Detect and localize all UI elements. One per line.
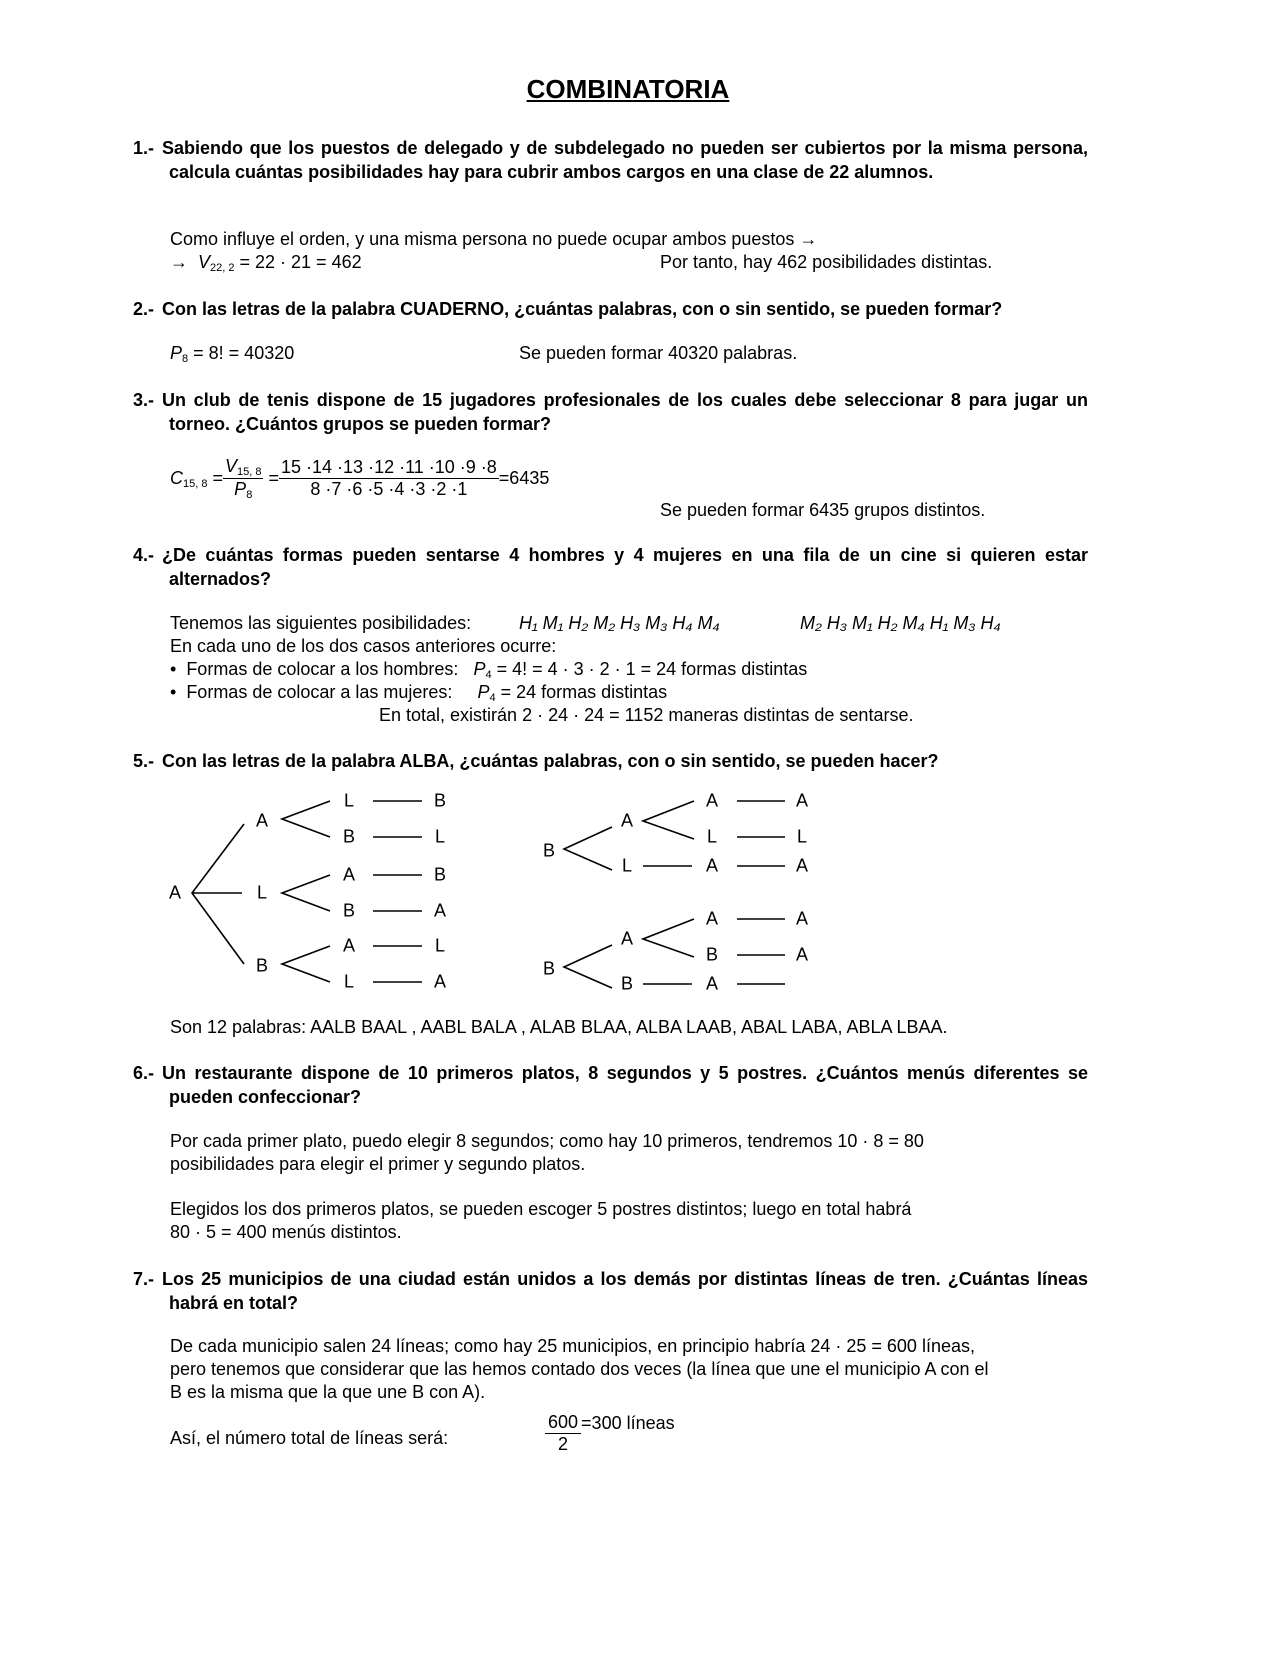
- tree-node: A: [705, 908, 719, 929]
- tree-node: B: [342, 900, 356, 921]
- tree-node: B: [542, 840, 556, 861]
- tree-node: L: [343, 971, 355, 992]
- tree-node: B: [342, 826, 356, 847]
- problem-7-answer-line3: B es la misma que la que une B con A).: [170, 1382, 486, 1402]
- tree-node: L: [256, 882, 268, 903]
- tree-node: B: [433, 790, 447, 811]
- problem-7-question: 7.- Los 25 municipios de una ciudad están unidos a los demás por distintas líneas de tren. ¿Cuántas líneas habrá en total?: [133, 1269, 1088, 1313]
- tree-node: A: [795, 944, 809, 965]
- problem-7-answer-line1: De cada municipio salen 24 líneas; como hay 25 municipios, en principio habría 24 · 25 = 600 líneas,: [170, 1336, 975, 1356]
- problem-4-sequence-1: H₁ M₁ H₂ M₂ H₃ M₃ H₄ M₄: [519, 613, 720, 633]
- problem-3-formula: $C_{15, 8}$ = $\frac{V_{15, 8}}{P_8}$ = $\frac{15 \cdot 14 \cdot 13 \cdot 12 \cdot 11 \cdot 10 \cdot 9 \cdot 8}{8 \cdot 7 \cdot 6 \cdot 5 \cdot 4 \cdot 3 \cdot 2 \cdot 1}$ =6435: [170, 456, 550, 501]
- problem-4-bullet-2: • Formas de colocar a las mujeres: $P_4 = 24$ formas distintas: [170, 682, 668, 704]
- tree-node: L: [796, 826, 808, 847]
- problem-2-question: 2.- Con las letras de la palabra CUADERNO, ¿cuántas palabras, con o sin sentido, se pueden formar?: [133, 299, 1003, 319]
- tree-node: L: [434, 935, 446, 956]
- tree-node: A: [255, 810, 269, 831]
- problem-4-question: 4.- ¿De cuántas formas pueden sentarse 4 hombres y 4 mujeres en una fila de un cine si quieren estar alternados?: [133, 545, 1088, 589]
- problem-1-answer-line1: Como influye el orden, y una misma persona no puede ocupar ambos puestos →: [170, 229, 818, 249]
- tree-node: B: [620, 973, 634, 994]
- problem-1-question: 1.- Sabiendo que los puestos de delegado y de subdelegado no pueden ser cubiertos por la misma persona, calcula cuántas posibilidades hay para cubrir ambos cargos en una clase de 22 alumnos.: [133, 138, 1088, 182]
- tree-node: A: [705, 790, 719, 811]
- tree-node: A: [342, 935, 356, 956]
- problem-2-conclusion: Se pueden formar 40320 palabras.: [519, 343, 798, 363]
- problem-6-question: 6.- Un restaurante dispone de 10 primeros platos, 8 segundos y 5 postres. ¿Cuántos menús diferentes se pueden confeccionar?: [133, 1063, 1088, 1107]
- problem-5-question: 5.- Con las letras de la palabra ALBA, ¿cuántas palabras, con o sin sentido, se pueden hacer?: [133, 751, 939, 771]
- problem-4-total: En total, existirán 2 · 24 · 24 = 1152 maneras distintas de sentarse.: [379, 705, 914, 725]
- problem-1-formula: → $V_{22, 2} = 22 \cdot 21 = 462$: [170, 252, 362, 274]
- tree-node: A: [168, 882, 182, 903]
- problem-1-conclusion: Por tanto, hay 462 posibilidades distintas.: [660, 252, 993, 272]
- problem-4-intro: Tenemos las siguientes posibilidades:: [170, 613, 472, 633]
- page-title: COMBINATORIA: [526, 74, 730, 104]
- tree-node: B: [255, 955, 269, 976]
- tree-node: A: [705, 855, 719, 876]
- tree-node: A: [620, 810, 634, 831]
- tree-node: B: [705, 944, 719, 965]
- problem-3-question: 3.- Un club de tenis dispone de 15 jugadores profesionales de los cuales debe seleccionar 8 para jugar un torneo. ¿Cuántos grupos se pueden formar?: [133, 390, 1088, 434]
- problem-4-bullet-1: • Formas de colocar a los hombres: $P_4 = 4$! = 4 · 3 · 2 · 1 = 24 formas distintas: [170, 659, 808, 681]
- tree-node: L: [434, 826, 446, 847]
- tree-node: A: [342, 864, 356, 885]
- problem-7-answer-line4: Así, el número total de líneas será:: [170, 1428, 449, 1448]
- problem-5-answer: Son 12 palabras: AALB BAAL , AABL BALA , ALAB BLAA, ALBA LAAB, ABAL LABA, ABLA LBAA.: [170, 1017, 948, 1037]
- tree-node: A: [620, 928, 634, 949]
- tree-node: A: [433, 900, 447, 921]
- problem-2-formula: $P_8 = 8$! = 40320: [170, 343, 295, 365]
- problem-4-sequence-2: M₂ H₃ M₁ H₂ M₄ H₁ M₃ H₄: [800, 613, 1001, 633]
- tree-node: B: [433, 864, 447, 885]
- tree-node: A: [433, 971, 447, 992]
- problem-3-conclusion: Se pueden formar 6435 grupos distintos.: [660, 500, 986, 520]
- tree-node: L: [706, 826, 718, 847]
- problem-6-answer-line1: Por cada primer plato, puedo elegir 8 segundos; como hay 10 primeros, tendremos 10 · 8 = 80: [170, 1131, 924, 1151]
- tree-node: A: [795, 908, 809, 929]
- problem-4-line2: En cada uno de los dos casos anteriores ocurre:: [170, 636, 557, 656]
- problem-6-answer-line2: posibilidades para elegir el primer y segundo platos.: [170, 1154, 586, 1174]
- problem-6-answer-line3: Elegidos los dos primeros platos, se pueden escoger 5 postres distintos; luego en total habrá: [170, 1199, 912, 1219]
- tree-node: A: [705, 973, 719, 994]
- tree-node: A: [795, 855, 809, 876]
- problem-6-answer-line4: 80 · 5 = 400 menús distintos.: [170, 1222, 402, 1242]
- tree-node: B: [542, 958, 556, 979]
- tree-node: A: [795, 790, 809, 811]
- problem-7-answer-line2: pero tenemos que considerar que las hemos contado dos veces (la línea que une el municipio A con el: [170, 1359, 989, 1379]
- tree-node: L: [621, 855, 633, 876]
- problem-7-fraction: $\frac{600}{2}$ =300 líneas: [545, 1412, 675, 1455]
- tree-node: L: [343, 790, 355, 811]
